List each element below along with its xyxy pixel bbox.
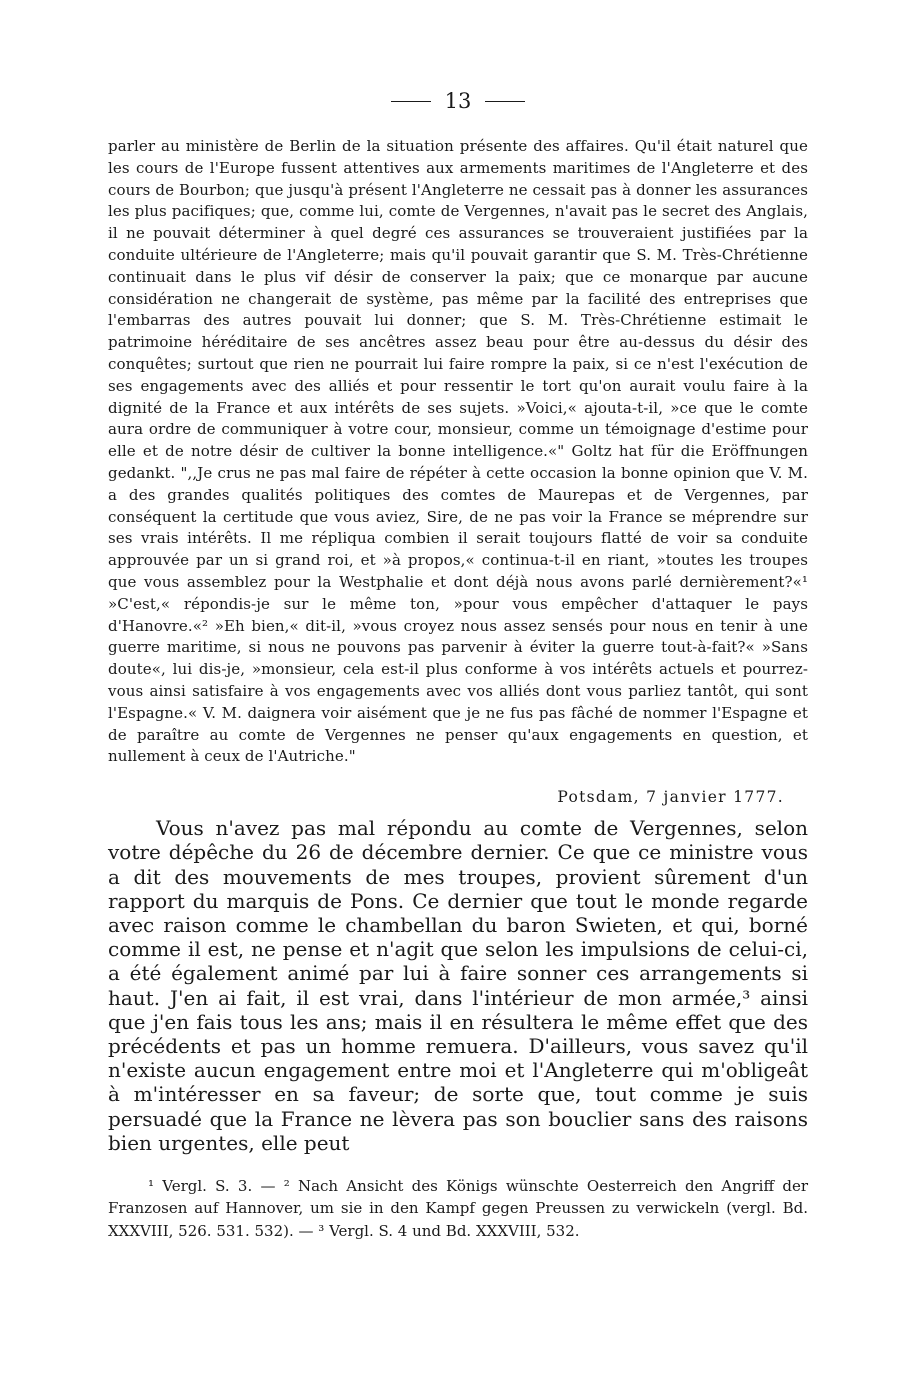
report-paragraph: parler au ministère de Berlin de la situation présente des affaires. Qu'il était naturel que les cours de l'Europe fussent attentives aux armements maritimes de l'Angleterre et des cours de Bourbon; que jusqu'à présent l'Angleterre ne cessait pas à donner les assurances les plus pacifiques; que, comme lui, comte de Vergennes, n'avait pas le secret des Anglais, il ne pouvait déterminer à quel degré ces assurances se trouveraient justifiées par la conduite ultérieure de l'Angleterre; mais qu'il pouvait garantir que S. M. Très-Chrétienne continuait dans le plus vif désir de conserver la paix; que ce monarque par aucune considération ne changerait de système, pas même par la facilité des entreprises que l'embarras des autres pouvait lui donner; que S. M. Très-Chrétienne estimait le patrimoine héréditaire de ses ancêtres assez beau pour être au-dessus du désir des conquêtes; surtout que rien ne pourrait lui faire rompre la paix, si ce n'est l'exécution de ses engagements avec des alliés et pour ressentir le tort qu'on aurait voulu faire à la dignité de la France et aux intérêts de ses sujets. »Voici,« ajouta-t-il, »ce que le comte aura ordre de communiquer à votre cour, monsieur, comme un témoignage d'estime pour elle et de notre désir de cultiver la bonne intelligence.«" Goltz hat für die Eröffnungen gedankt. ",,Je crus ne pas mal faire de répéter à cette occasion la bonne opinion que V. M. a des grandes qualités politiques des comtes de Maurepas et de Vergennes, par conséquent la certitude que vous aviez, Sire, de ne pas voir la France se méprendre sur ses vrais intérêts. Il me répliqua combien il serait toujours flatté de voir sa conduite approuvée par un si grand roi, et »à propos,« continua-t-il en riant, »toutes les troupes que vous assemblez pour la Westphalie et dont déjà nous avons parlé dernièrement?«¹ »C'est,« répondis-je sur le même ton, »pour vous empêcher d'attaquer le pays d'Hanovre.«² »Eh bien,« dit-il, »vous croyez nous assez sensés pour nous en tenir à une guerre maritime, si nous ne pouvons pas parvenir à éviter la guerre tout-à-fait?« »Sans doute«, lui dis-je, »monsieur, cela est-il plus conforme à vos intérêts actuels et pourrez-vous ainsi satisfaire à vos engagements avec vos alliés dont vous parliez tantôt, qui sont l'Espagne.« V. M. daignera voir aisément que je ne fus pas fâché de nommer l'Espagne et de paraître au comte de Vergennes ne penser qu'aux engagements en question, et nullement à ceux de l'Autriche." [108,137,808,766]
page-header [108,86,808,116]
right-rule [485,101,525,102]
footnotes: ¹ Vergl. S. 3. — ² Nach Ansicht des Königs wünschte Oesterreich den Angriff der Franzosen auf Hannover, um sie in den Kampf gegen Preussen zu verwickeln (vergl. Bd. XXXVIII, 526. 531. 532). — ³ Vergl. S. 4 und Bd. XXXVIII, 532. [108,1176,808,1240]
page-number: 13 [444,89,472,113]
letter-paragraph: Vous n'avez pas mal répondu au comte de Vergennes, selon votre dépêche du 26 de décembre dernier. Ce que ce ministre vous a dit des mouvements de mes troupes, provient sûrement d'un rapport du marquis de Pons. Ce dernier que tout le monde regarde avec raison comme le chambellan du baron Swieten, et qui, borné comme il est, ne pense et n'agit que selon les impulsions de celui-ci, a été également animé par lui à faire sonner ces arrangements si haut. J'en ai fait, il est vrai, dans l'intérieur de mon armée,³ ainsi que j'en fais tous les ans; mais il en résultera le même effet que des précédents et pas un homme remuera. D'ailleurs, vous savez qu'il n'existe aucun engagement entre moi et l'Angleterre qui m'obligeât à m'intéresser en sa faveur; de sorte que, tout comme je suis persuadé que la France ne lèvera pas son bouclier sans des raisons bien urgentes, elle peut [108,816,808,1155]
dateline: Potsdam, 7 janvier 1777. [557,788,784,807]
left-rule [391,101,431,102]
document-page [108,86,808,1257]
